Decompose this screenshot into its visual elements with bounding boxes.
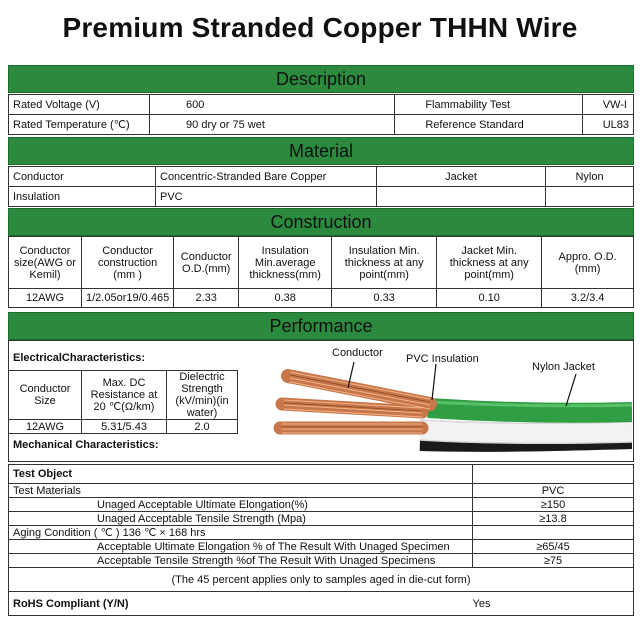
nylon-jacket-label: Nylon Jacket (532, 361, 595, 373)
elongation-label: Unaged Acceptable Ultimate Elongation(%) (9, 498, 473, 512)
reference-value: UL83 (582, 115, 633, 135)
rated-temp-value: 90 dry or 75 wet (150, 115, 395, 135)
jacket-value: Nylon (546, 167, 634, 187)
wire-illustration (270, 342, 632, 460)
construction-header: Insulation Min. thickness at any point(mm) (332, 237, 437, 289)
electrical-table (8, 370, 238, 434)
description-table (8, 94, 634, 135)
nylon-leader (566, 374, 576, 406)
rated-voltage-label: Rated Voltage (V) (9, 95, 150, 115)
flammability-label: Flammability Test (395, 95, 582, 115)
tensile-label: Unaged Acceptable Tensile Strength (Mpa) (9, 512, 473, 526)
construction-header: Conductor O.D.(mm) (174, 237, 239, 289)
insulation-value: PVC (156, 187, 377, 207)
reference-label: Reference Standard (395, 115, 582, 135)
aging-condition-label: Aging Condition ( ℃ ) 136 ℃ × 168 hrs (9, 526, 473, 540)
white-wire-jacket (420, 430, 632, 433)
rohs-label: RoHS Compliant (Y/N) (9, 592, 473, 616)
construction-header: Jacket Min. thickness at any point(mm) (437, 237, 542, 289)
copper-conductor (280, 376, 430, 428)
page-title: Premium Stranded Copper THHN Wire (62, 12, 578, 43)
construction-cell: 1/2.05or19/0.465 (82, 289, 174, 308)
tensile-value: ≥13.8 (473, 512, 634, 526)
conductor-value: Concentric-Stranded Bare Copper (156, 167, 377, 187)
aged-tensile-value: ≥75 (473, 554, 634, 568)
construction-header: Insulation Min.average thickness(mm) (239, 237, 332, 289)
electrical-cell: 12AWG (9, 420, 82, 434)
construction-cell: 3.2/3.4 (542, 289, 634, 308)
construction-table (8, 236, 634, 308)
aging-note: (The 45 percent applies only to samples aged in die-cut form) (9, 568, 634, 592)
construction-header: Conductor construction (mm ) (82, 237, 174, 289)
electrical-cell: 2.0 (167, 420, 238, 434)
elongation-value: ≥150 (473, 498, 634, 512)
pvc-leader (432, 364, 436, 400)
green-wire-jacket (428, 408, 632, 413)
electrical-header: Conductor Size (9, 371, 82, 420)
electrical-title: ElectricalCharacteristics: (13, 352, 146, 364)
insulation-label: Insulation (9, 187, 156, 207)
construction-cell: 12AWG (9, 289, 82, 308)
conductor-label: Conductor (9, 167, 156, 187)
test-materials-label: Test Materials (9, 484, 473, 498)
aged-tensile-label: Acceptable Tensile Strength %of The Result With Unaged Specimens (9, 554, 473, 568)
mechanical-table (8, 464, 634, 616)
test-materials-value: PVC (473, 484, 634, 498)
rated-voltage-value: 600 (150, 95, 395, 115)
construction-cell: 0.38 (239, 289, 332, 308)
aged-elongation-label: Acceptable Ultimate Elongation % of The Result With Unaged Specimen (9, 540, 473, 554)
section-construction-header: Construction (8, 208, 634, 236)
construction-cell: 2.33 (174, 289, 239, 308)
jacket-label: Jacket (377, 167, 546, 187)
section-description-header: Description (8, 65, 634, 93)
rohs-value: Yes (473, 592, 634, 616)
construction-cell: 0.33 (332, 289, 437, 308)
electrical-header: Dielectric Strength (kV/min)(in water) (167, 371, 238, 420)
pvc-insulation-label: PVC Insulation (406, 353, 479, 365)
construction-header: Appro. O.D. (mm) (542, 237, 634, 289)
flammability-value: VW-I (582, 95, 633, 115)
section-performance-header: Performance (8, 312, 634, 340)
construction-cell: 0.10 (437, 289, 542, 308)
mechanical-title: Mechanical Characteristics: (13, 439, 159, 451)
conductor-label: Conductor (332, 347, 383, 359)
construction-header: Conductor size(AWG or Kemil) (9, 237, 82, 289)
electrical-header: Max. DC Resistance at 20 ℃(Ω/km) (82, 371, 167, 420)
electrical-cell: 5.31/5.43 (82, 420, 167, 434)
aged-elongation-value: ≥65/45 (473, 540, 634, 554)
section-material-header: Material (8, 137, 634, 165)
test-object-label: Test Object (9, 465, 473, 484)
rated-temp-label: Rated Temperature (℃) (9, 115, 150, 135)
material-table (8, 166, 634, 207)
